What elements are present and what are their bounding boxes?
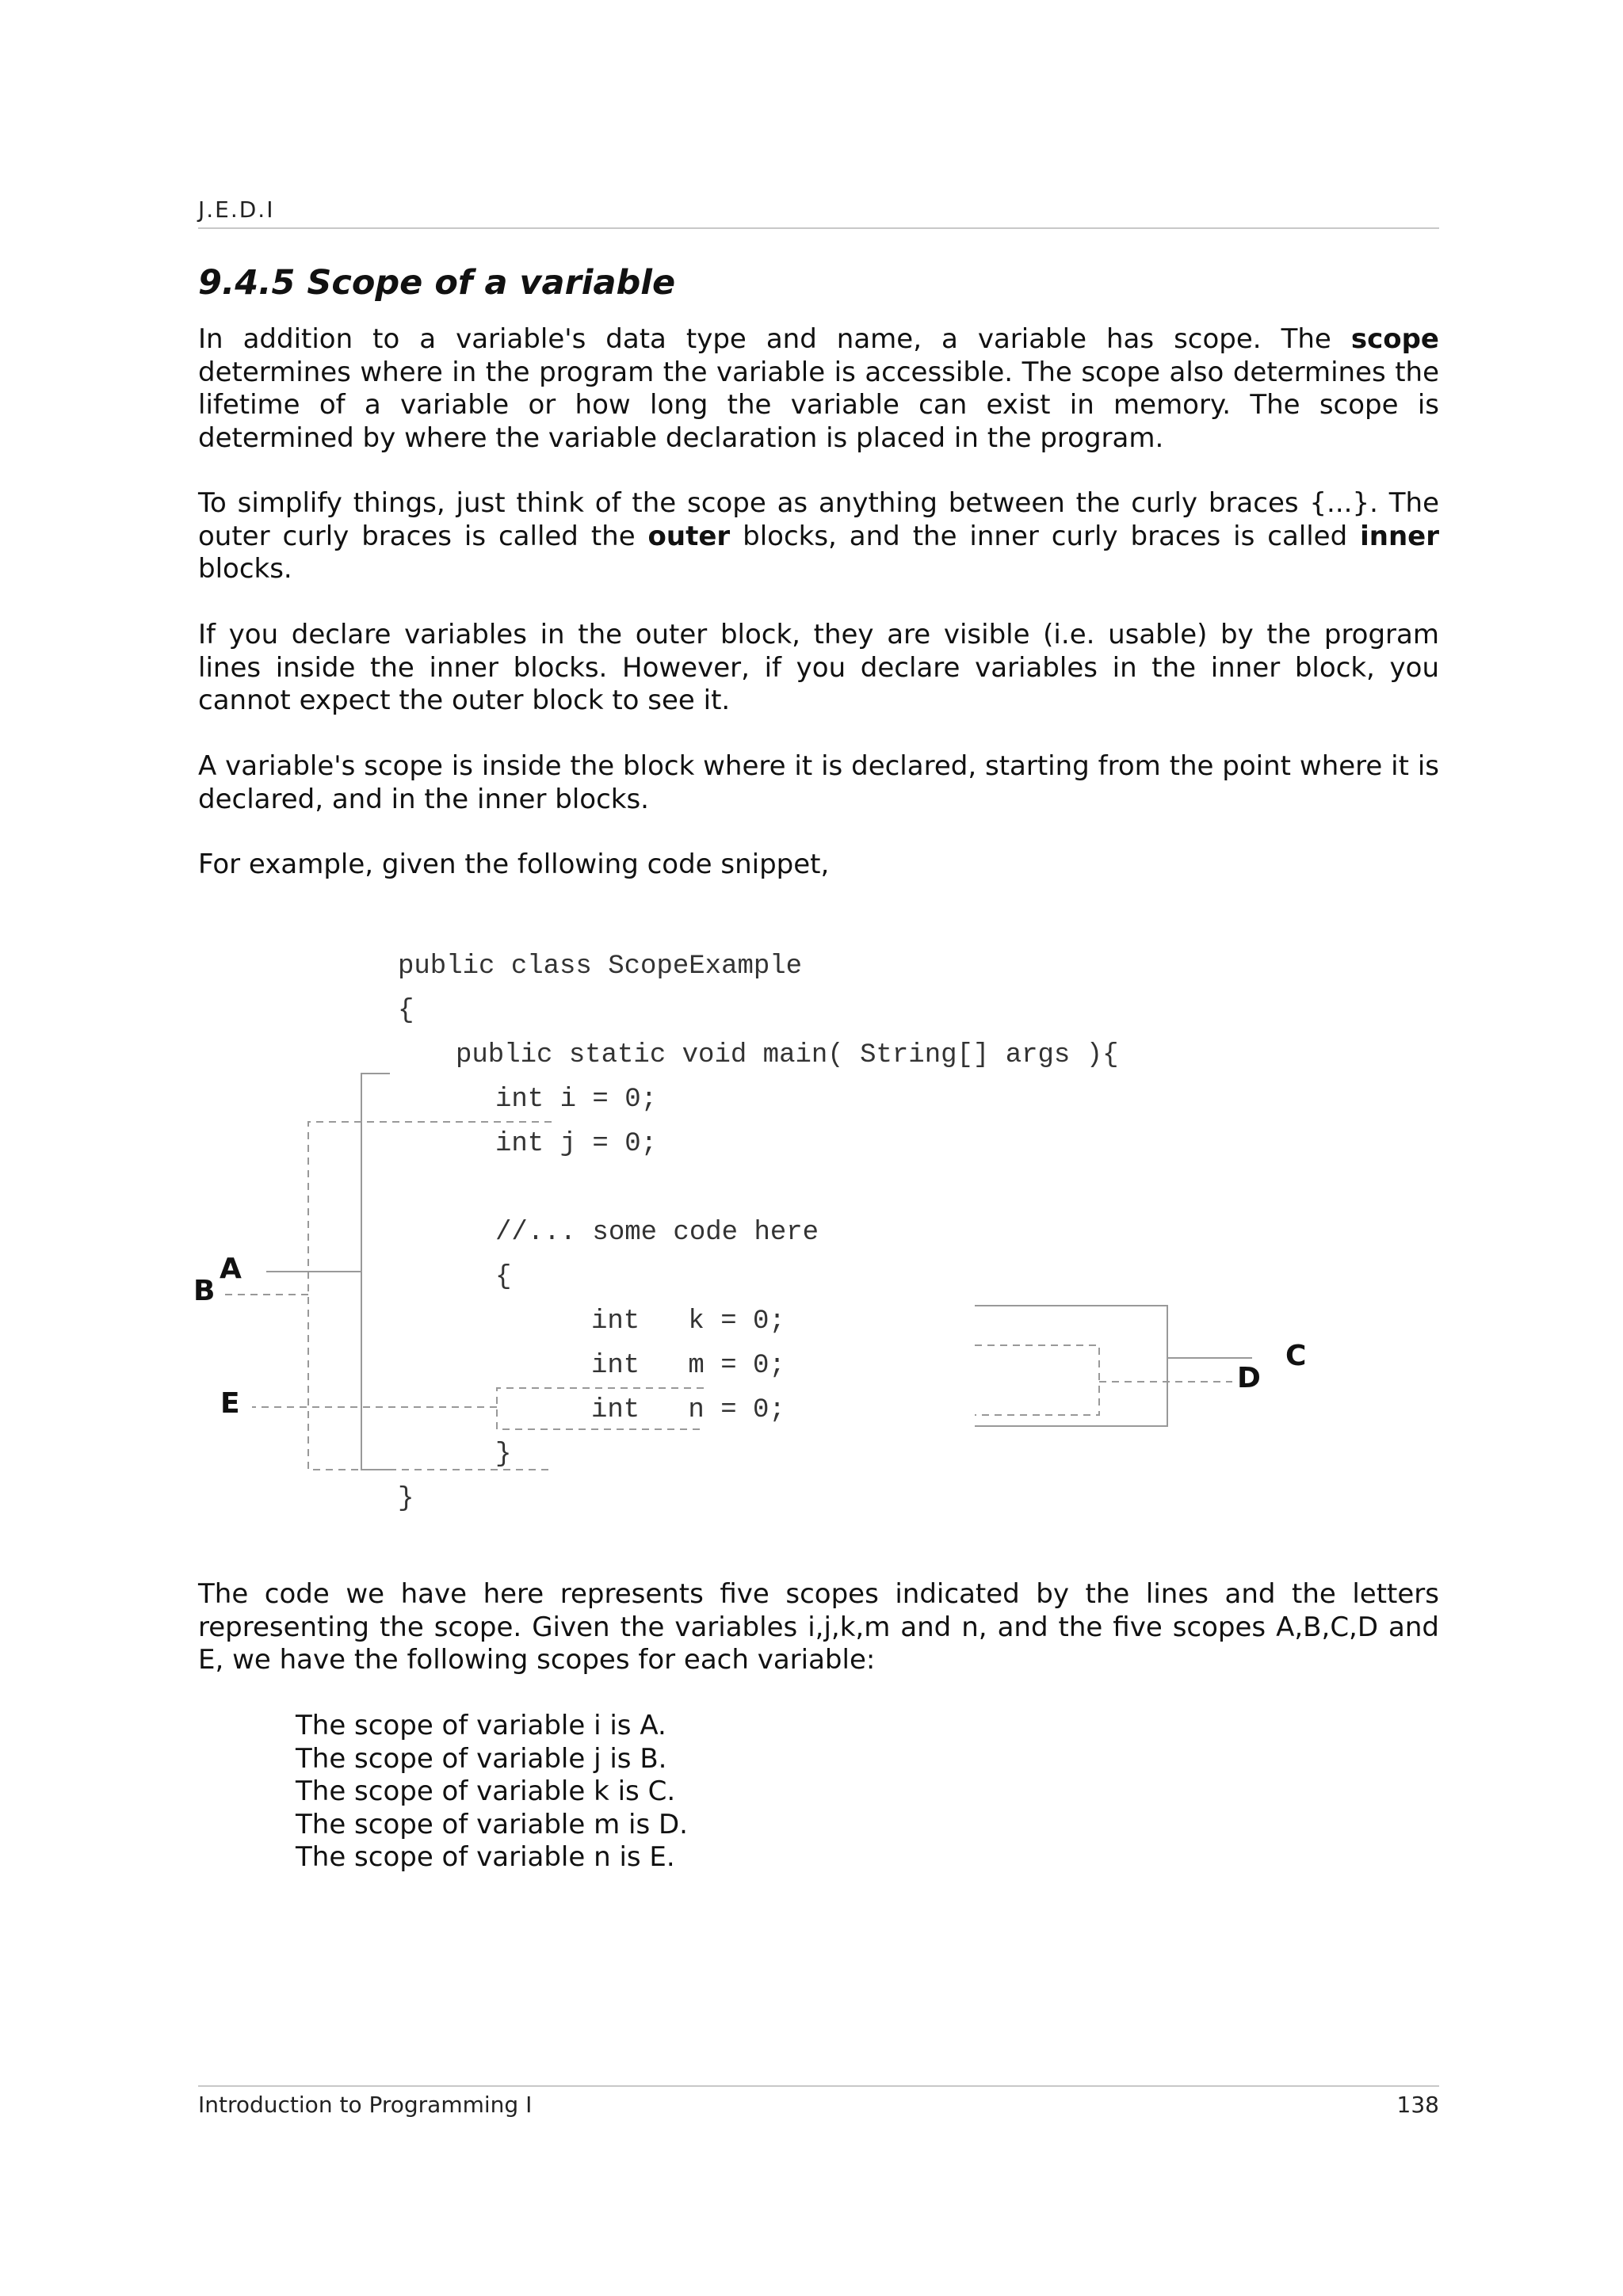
code-int-j: int j = 0; xyxy=(495,1129,658,1159)
paragraph-text: blocks, and the inner curly braces is called xyxy=(730,520,1361,552)
scope-label-d: D xyxy=(1237,1362,1261,1394)
paragraph-five-scopes: The code we have here represents five scopes indicated by the lines and the letters representing the scope. Given the variables i,j,k,m and n, and the five scopes A,B,C,D and E, we have the following scopes for each variable: xyxy=(198,1578,1439,1676)
page-number: 138 xyxy=(1396,2092,1439,2118)
list-item: The scope of variable k is C. xyxy=(296,1775,676,1807)
code-close-class-brace: } xyxy=(398,1484,414,1514)
paragraph-text: blocks. xyxy=(198,553,292,585)
code-int-i: int i = 0; xyxy=(495,1085,658,1115)
code-open-inner-brace: { xyxy=(495,1262,512,1292)
code-class-declaration: public class ScopeExample xyxy=(398,952,803,982)
scope-b-bracket xyxy=(308,1122,552,1470)
code-int-k: int k = 0; xyxy=(591,1306,785,1337)
list-item: The scope of variable j is B. xyxy=(296,1742,667,1775)
scope-a-bracket xyxy=(361,1074,393,1470)
term-outer: outer xyxy=(647,520,731,552)
list-item: The scope of variable n is E. xyxy=(296,1841,675,1873)
scope-label-c: C xyxy=(1285,1340,1307,1372)
code-close-inner-brace: } xyxy=(495,1440,512,1470)
scope-label-a: A xyxy=(220,1253,242,1285)
code-comment: //... some code here xyxy=(495,1218,819,1248)
term-inner: inner xyxy=(1360,520,1440,552)
scope-label-e: E xyxy=(220,1387,240,1420)
paragraph-text: To simplify things, just think of the scope as anything between the curly braces {...}. The outer curly braces is called the xyxy=(198,487,1439,552)
scope-list xyxy=(296,1710,688,1875)
term-scope: scope xyxy=(1350,323,1439,355)
list-item: The scope of variable i is A. xyxy=(296,1710,666,1741)
paragraph-visibility: If you declare variables in the outer block, they are visible (i.e. usable) by the program lines inside the inner blocks. However, if you declare variables in the inner block, you cannot expect the outer block to see it. xyxy=(198,619,1439,716)
footer-book-title: Introduction to Programming I xyxy=(198,2092,533,2118)
code-int-m: int m = 0; xyxy=(591,1351,785,1381)
paragraph-text: determines where in the program the variable is accessible. The scope also determines the lifetime of a variable or how long the variable can exist in memory. The scope is determined by where the variable declaration is placed in the program. xyxy=(198,356,1439,454)
paragraph-text: In addition to a variable's data type and name, a variable has scope. The xyxy=(198,323,1351,355)
scope-e-bracket xyxy=(497,1388,704,1429)
section-title: 9.4.5 Scope of a variable xyxy=(198,263,676,303)
scope-label-b: B xyxy=(193,1275,216,1307)
code-int-n: int n = 0; xyxy=(591,1395,785,1425)
footer-rule xyxy=(198,2085,1439,2087)
paragraph-example-intro: For example, given the following code snippet, xyxy=(198,849,830,880)
scope-c-bracket xyxy=(975,1306,1167,1426)
code-main-declaration: public static void main( String[] args ){ xyxy=(456,1040,1119,1070)
code-open-class-brace: { xyxy=(398,996,414,1026)
list-item: The scope of variable m is D. xyxy=(296,1808,688,1840)
running-header: J.E.D.I xyxy=(198,196,275,223)
scope-d-bracket xyxy=(975,1345,1099,1415)
paragraph-scope-rule: A variable's scope is inside the block where it is declared, starting from the point where it is declared, and in the inner blocks. xyxy=(198,750,1439,815)
